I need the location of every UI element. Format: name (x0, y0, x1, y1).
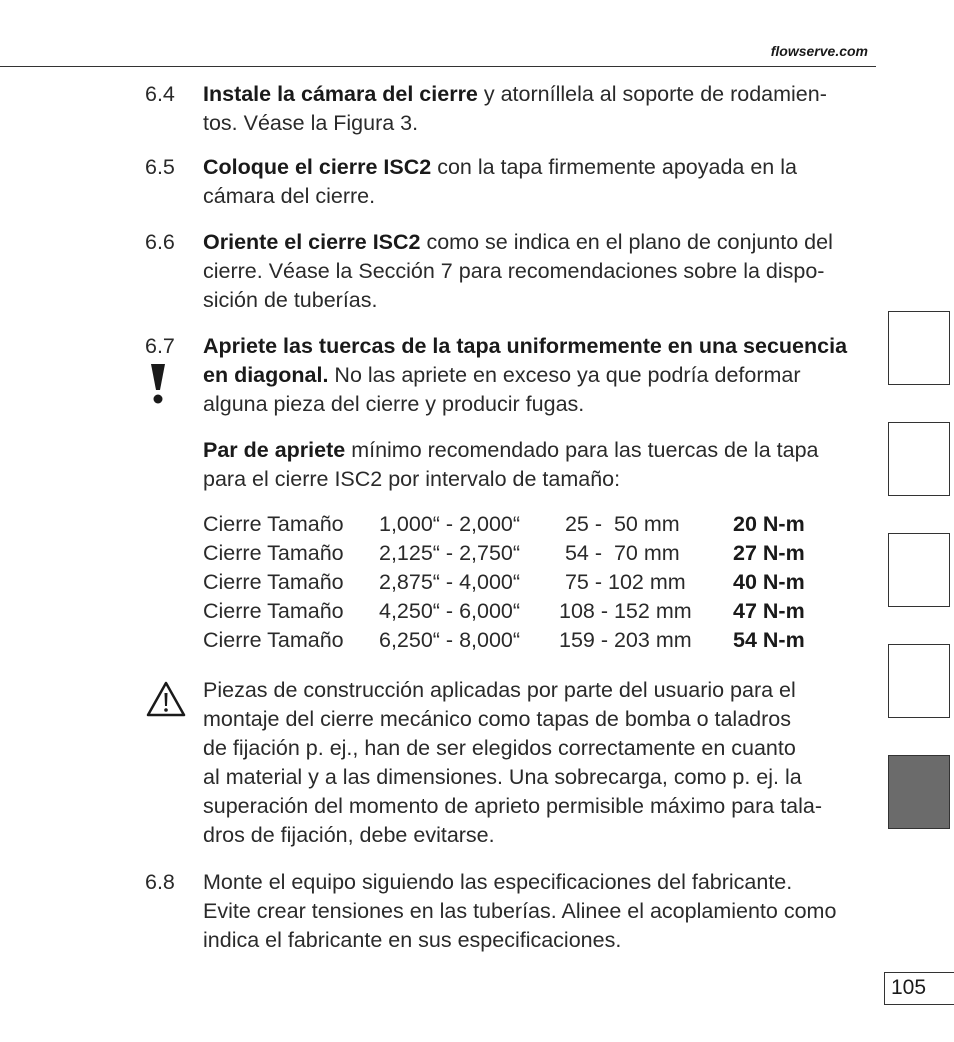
torque-table (203, 510, 805, 655)
size-inch: 2,875“ - 4,000“ (379, 570, 521, 594)
section-text: con la tapa firmemente apoyada en la (431, 155, 797, 179)
size-inch: 4,250“ - 6,000“ (379, 599, 521, 623)
section-number: 6.8 (145, 870, 175, 894)
warning-line: Piezas de construcción aplicadas por parte del usuario para el (203, 678, 796, 702)
section-text: cierre. Véase la Sección 7 para recomendaciones sobre la dispo- (203, 259, 825, 283)
size-mm: 159 - 203 mm (559, 628, 692, 652)
size-label: Cierre Tamaño (203, 570, 344, 594)
section-heading: Apriete las tuercas de la tapa uniformemente en una secuencia (203, 334, 848, 358)
section-heading: en diagonal. (203, 363, 329, 387)
section-heading: Coloque el cierre ISC2 (203, 155, 432, 179)
section-tab (888, 311, 950, 385)
section-tab (888, 533, 950, 607)
header-rule (0, 66, 876, 67)
size-mm: 75 - 102 mm (559, 570, 686, 594)
section-text: Evite crear tensiones en las tuberías. Alinee el acoplamiento como (203, 899, 837, 923)
torque-row (203, 626, 805, 655)
warning-line: superación del momento de aprieto permisible máximo para tala- (203, 794, 823, 818)
section-number: 6.4 (145, 82, 175, 106)
section-number: 6.6 (145, 230, 175, 254)
size-inch: 1,000“ - 2,000“ (379, 512, 521, 536)
section-heading: Instale la cámara del cierre (203, 82, 478, 106)
section-tab (888, 644, 950, 718)
torque-intro-heading: Par de apriete (203, 438, 346, 462)
warning-line: montaje del cierre mecánico como tapas de bomba o taladros (203, 707, 791, 731)
section-text: alguna pieza del cierre y producir fugas. (203, 392, 585, 416)
section-tab (888, 422, 950, 496)
size-mm: 25 - 50 mm (559, 512, 680, 536)
section-6-4 (145, 80, 875, 138)
section-6-5 (145, 153, 875, 211)
section-number: 6.7 (145, 334, 175, 358)
torque-row (203, 597, 805, 626)
torque-value: 54 N-m (733, 628, 805, 652)
section-text: y atorníllela al soporte de rodamien- (477, 82, 827, 106)
size-inch: 6,250“ - 8,000“ (379, 628, 521, 652)
section-text: sición de tuberías. (203, 288, 378, 312)
torque-intro (203, 436, 873, 494)
section-6-7 (145, 332, 875, 419)
size-label: Cierre Tamaño (203, 512, 344, 536)
warning-line: de fijación p. ej., han de ser elegidos correctamente en cuanto (203, 736, 796, 760)
page-number: 105 (884, 972, 954, 1005)
warning-triangle-icon (145, 680, 187, 718)
section-6-8 (145, 868, 875, 955)
size-label: Cierre Tamaño (203, 541, 344, 565)
warning-line: dros de fijación, debe evitarse. (203, 823, 495, 847)
size-inch: 2,125“ - 2,750“ (379, 541, 521, 565)
header-url: flowserve.com (770, 43, 868, 59)
section-6-6 (145, 228, 875, 315)
torque-value: 47 N-m (733, 599, 805, 623)
size-label: Cierre Tamaño (203, 628, 344, 652)
torque-value: 27 N-m (733, 541, 805, 565)
warning-line: al material y a las dimensiones. Una sobrecarga, como p. ej. la (203, 765, 802, 789)
section-text: tos. Véase la Figura 3. (203, 111, 419, 135)
torque-intro-text: para el cierre ISC2 por intervalo de tamaño: (203, 467, 621, 491)
torque-value: 20 N-m (733, 512, 805, 536)
section-tab-active (888, 755, 950, 829)
section-text: como se indica en el plano de conjunto del (420, 230, 833, 254)
section-heading: Oriente el cierre ISC2 (203, 230, 421, 254)
torque-value: 40 N-m (733, 570, 805, 594)
section-text: indica el fabricante en sus especificaciones. (203, 928, 622, 952)
section-text: No las apriete en exceso ya que podría deformar (328, 363, 801, 387)
torque-row (203, 539, 805, 568)
size-label: Cierre Tamaño (203, 599, 344, 623)
torque-intro-text: mínimo recomendado para las tuercas de la tapa (345, 438, 819, 462)
section-number: 6.5 (145, 155, 175, 179)
size-mm: 108 - 152 mm (559, 599, 692, 623)
section-text: Monte el equipo siguiendo las especificaciones del fabricante. (203, 870, 793, 894)
section-text: cámara del cierre. (203, 184, 376, 208)
size-mm: 54 - 70 mm (559, 541, 680, 565)
warning-text (203, 676, 873, 850)
exclamation-icon (148, 362, 168, 406)
torque-row (203, 568, 805, 597)
torque-row (203, 510, 805, 539)
